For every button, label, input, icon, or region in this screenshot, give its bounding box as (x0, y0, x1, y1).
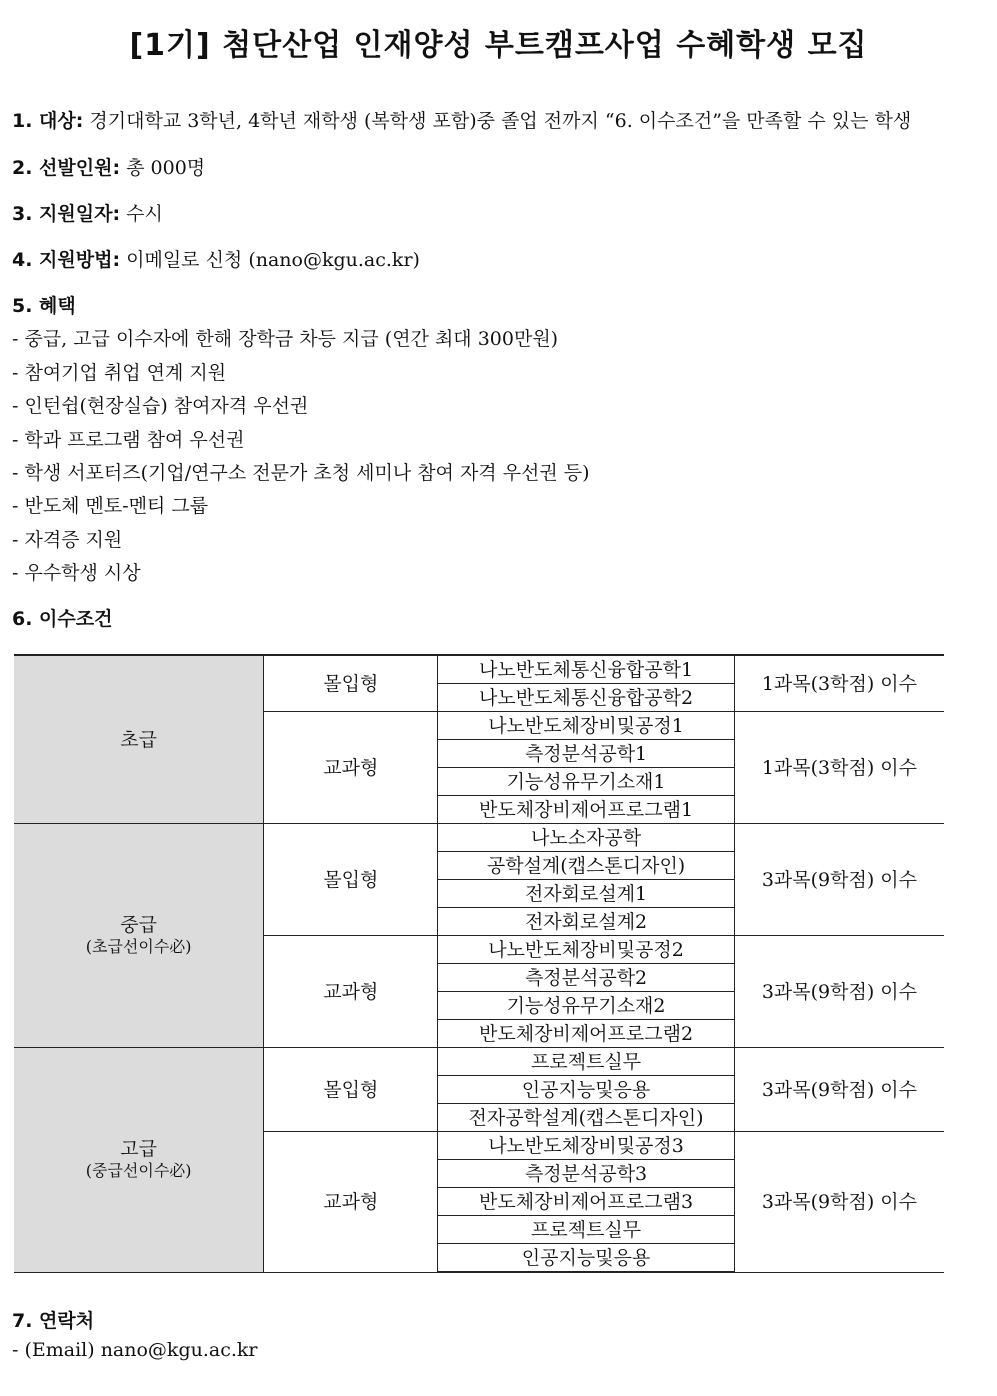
course-cell: 측정분석공학2 (438, 964, 735, 992)
item-conditions (12, 604, 112, 631)
benefit-line: - 참여기업 취업 연계 지원 (12, 362, 227, 384)
item-benefits-label: 5. 혜택 (12, 295, 76, 317)
level-cell (14, 824, 264, 1048)
level-name: 고급 (120, 1137, 158, 1160)
benefit-line: - 반도체 멘토-멘티 그룹 (12, 495, 209, 517)
type-cell: 몰입형 (264, 824, 438, 936)
item-target-label: 1. 대상: (12, 110, 84, 132)
requirement-cell: 3과목(9학점) 이수 (734, 936, 944, 1048)
requirement-cell: 3과목(9학점) 이수 (734, 1048, 944, 1132)
curriculum-table (14, 654, 944, 1273)
benefit-line: - 우수학생 시상 (12, 562, 141, 584)
item-target (12, 106, 911, 133)
course-cell: 나노소자공학 (438, 824, 735, 852)
item-quota (12, 153, 205, 180)
item-benefits (12, 291, 76, 318)
benefit-line: - 자격증 지원 (12, 529, 123, 551)
type-cell: 몰입형 (264, 655, 438, 712)
course-cell: 나노반도체장비및공정1 (438, 712, 735, 740)
course-cell: 측정분석공학1 (438, 740, 735, 768)
item-quota-value: 총 000명 (120, 157, 206, 179)
requirement-cell: 3과목(9학점) 이수 (734, 1132, 944, 1273)
course-cell: 반도체장비제어프로그램1 (438, 796, 735, 824)
benefit-line: - 학과 프로그램 참여 우선권 (12, 429, 245, 451)
course-cell: 나노반도체통신융합공학1 (438, 655, 735, 684)
course-cell: 공학설계(캡스톤디자인) (438, 852, 735, 880)
item-period (12, 199, 163, 226)
contact-email: - (Email) nano@kgu.ac.kr (12, 1339, 258, 1361)
level-cell (14, 1048, 264, 1273)
item-method-label: 4. 지원방법: (12, 249, 121, 271)
course-cell: 기능성유무기소재1 (438, 768, 735, 796)
item-contact (12, 1306, 94, 1333)
table-row (14, 655, 944, 684)
requirement-cell: 1과목(3학점) 이수 (734, 712, 944, 824)
requirement-cell: 1과목(3학점) 이수 (734, 655, 944, 712)
benefit-line: - 중급, 고급 이수자에 한해 장학금 차등 지급 (연간 최대 300만원) (12, 328, 559, 350)
course-cell: 측정분석공학3 (438, 1160, 735, 1188)
level-name: 중급 (120, 913, 158, 936)
course-cell: 반도체장비제어프로그램2 (438, 1020, 735, 1048)
course-cell: 반도체장비제어프로그램3 (438, 1188, 735, 1216)
item-method (12, 245, 420, 272)
level-note: (중급선이수必) (85, 1160, 192, 1180)
level-note: (초급선이수必) (85, 936, 192, 956)
course-cell: 인공지능및응용 (438, 1076, 735, 1104)
benefit-line: - 학생 서포터즈(기업/연구소 전문가 초청 세미나 참여 자격 우선권 등) (12, 462, 590, 484)
table-row (14, 1048, 944, 1076)
course-cell: 전자회로설계2 (438, 908, 735, 936)
requirement-cell: 3과목(9학점) 이수 (734, 824, 944, 936)
course-cell: 프로젝트실무 (438, 1216, 735, 1244)
table-row (14, 824, 944, 852)
benefit-line: - 인턴쉽(현장실습) 참여자격 우선권 (12, 395, 309, 417)
page-title: [1기] 첨단산업 인재양성 부트캠프사업 수혜학생 모집 (129, 28, 868, 63)
item-method-value: 이메일로 신청 (nano@kgu.ac.kr) (120, 249, 420, 271)
course-cell: 인공지능및응용 (438, 1244, 735, 1273)
item-period-value: 수시 (120, 203, 163, 225)
item-period-label: 3. 지원일자: (12, 203, 121, 225)
course-cell: 기능성유무기소재2 (438, 992, 735, 1020)
course-cell: 전자공학설계(캡스톤디자인) (438, 1104, 735, 1132)
type-cell: 교과형 (264, 1132, 438, 1273)
course-cell: 나노반도체통신융합공학2 (438, 684, 735, 712)
level-cell (14, 655, 264, 824)
item-target-value: 경기대학교 3학년, 4학년 재학생 (복학생 포함)중 졸업 전까지 “6. 이수조건”을 만족할 수 있는 학생 (83, 110, 912, 132)
type-cell: 교과형 (264, 712, 438, 824)
type-cell: 교과형 (264, 936, 438, 1048)
item-conditions-label: 6. 이수조건 (12, 608, 113, 630)
course-cell: 프로젝트실무 (438, 1048, 735, 1076)
course-cell: 나노반도체장비및공정2 (438, 936, 735, 964)
type-cell: 몰입형 (264, 1048, 438, 1132)
course-cell: 나노반도체장비및공정3 (438, 1132, 735, 1160)
item-contact-label: 7. 연락처 (12, 1310, 95, 1332)
course-cell: 전자회로설계1 (438, 880, 735, 908)
level-name: 초급 (120, 728, 158, 751)
item-quota-label: 2. 선발인원: (12, 157, 121, 179)
